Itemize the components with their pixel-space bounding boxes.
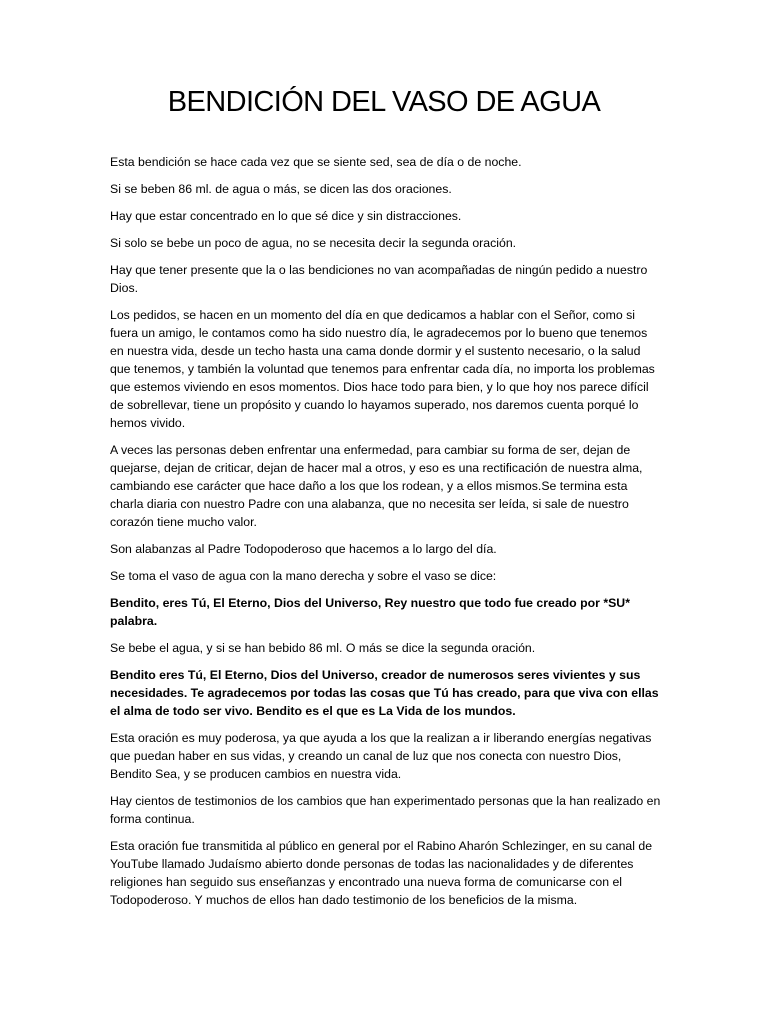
paragraph-86ml-rule: Si se beben 86 ml. de agua o más, se dicen las dos oraciones. — [110, 182, 452, 196]
paragraph-illness: A veces las personas deben enfrentar una enfermedad, para cambiar su forma de ser, dejan de quejarse, dejan de criticar, dejan de hacer mal a otros, y eso es una rectificación de nuestra alma, cambiando ese carácter que hace daño a los que los rodean, y a ellos mismos.Se termina esta charla diaria con nuestro Padre con una alabanza, que no necesita ser leída, si sale de nuestro corazón tiene mucho valor. — [110, 443, 643, 529]
paragraph-powerful: Esta oración es muy poderosa, ya que ayuda a los que la realizan a ir liberando energías negativas que puedan haber en sus vidas, y creando un canal de luz que nos conecta con nuestro Dios, Bendito Sea, y se producen cambios en nuestra vida. — [110, 731, 652, 781]
paragraph-praises: Son alabanzas al Padre Todopoderoso que hacemos a lo largo del día. — [110, 542, 497, 556]
prayer-first: Bendito, eres Tú, El Eterno, Dios del Universo, Rey nuestro que todo fue creado por *SU* palabra. — [110, 596, 630, 628]
paragraph-concentration: Hay que estar concentrado en lo que sé dice y sin distracciones. — [110, 209, 462, 223]
prayer-second: Bendito eres Tú, El Eterno, Dios del Universo, creador de numerosos seres vivientes y sus necesidades. Te agradecemos por todas las cosas que Tú has creado, para que viva con ellas el alma de todo ser vivo. Bendito es el que es La Vida de los mundos. — [110, 668, 659, 718]
paragraph-thirst-rule: Esta bendición se hace cada vez que se siente sed, sea de día o de noche. — [110, 155, 522, 169]
paragraph-right-hand: Se toma el vaso de agua con la mano derecha y sobre el vaso se dice: — [110, 569, 497, 583]
paragraph-rabbi: Esta oración fue transmitida al público en general por el Rabino Aharón Schlezinger, en su canal de YouTube llamado Judaísmo abierto donde personas de todas las nacionalidades y de diferentes religiones han seguido sus enseñanzas y encontrado una nueva forma de comunicarse con el Todopoderoso. Y muchos de ellos han dado testimonio de los beneficios de la misma. — [110, 839, 653, 907]
paragraph-no-requests: Hay que tener presente que la o las bendiciones no van acompañadas de ningún pedido a nuestro Dios. — [110, 263, 648, 295]
paragraph-requests: Los pedidos, se hacen en un momento del día en que dedicamos a hablar con el Señor, como si fuera un amigo, le contamos como ha sido nuestro día, le agradecemos por lo bueno que tenemos en nuestra vida, desde un techo hasta una cama donde dormir y el sustento necesario, o la salud que tenemos, y también la voluntad que tenemos para enfrentar cada día, no importa los problemas que estemos viviendo en esos momentos. Dios hace todo para bien, y lo que hoy nos parece difícil de sobrellevar, tiene un propósito y cuando lo hayamos superado, nos daremos cuenta porqué lo hemos vivido. — [110, 308, 655, 430]
document-body — [110, 153, 662, 918]
paragraph-little-water: Si solo se bebe un poco de agua, no se necesita decir la segunda oración. — [110, 236, 517, 250]
document-title: BENDICIÓN DEL VASO DE AGUA — [167, 86, 601, 118]
paragraph-testimonies: Hay cientos de testimonios de los cambios que han experimentado personas que la han realizado en forma continua. — [110, 794, 661, 826]
paragraph-second-prayer-rule: Se bebe el agua, y si se han bebido 86 ml. O más se dice la segunda oración. — [110, 641, 536, 655]
